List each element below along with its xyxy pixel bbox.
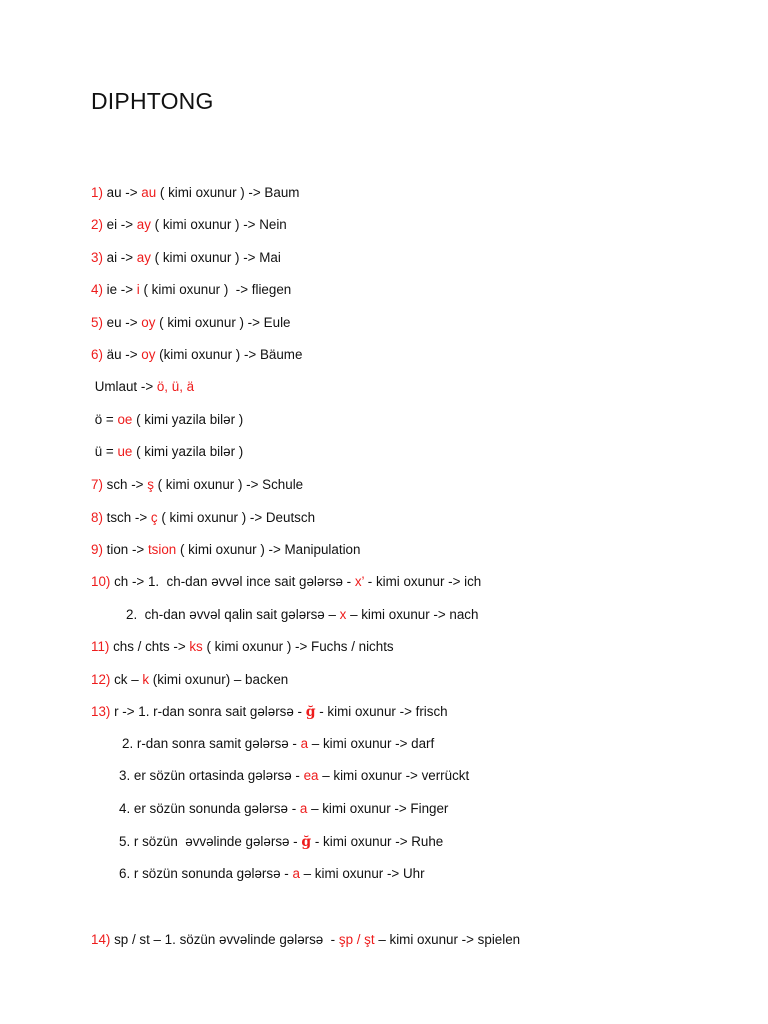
rule-line [91, 410, 243, 430]
line-text: – kimi oxunur -> verrückt [318, 768, 470, 783]
line-text: r -> 1. r-dan sonra sait gələrsə - [110, 704, 306, 719]
line-text: ( kimi oxunur ) -> Deutsch [157, 510, 316, 525]
highlight-text: 1) [91, 185, 103, 200]
highlight-text: a [300, 736, 309, 751]
rule-line [91, 475, 303, 495]
rule-line [119, 832, 443, 852]
rule-line [91, 540, 360, 560]
line-text: ö = [91, 412, 118, 427]
highlight-text: i [136, 282, 140, 297]
highlight-text: ş [147, 477, 154, 492]
line-text: – kimi oxunur -> Finger [307, 801, 449, 816]
highlight-text: ay [136, 250, 151, 265]
highlight-text: ğ [305, 704, 316, 720]
line-text: ( kimi yazila bilər ) [132, 444, 244, 459]
highlight-text: ea [303, 768, 319, 783]
rule-line [91, 442, 243, 462]
rule-line [91, 670, 288, 690]
line-text: Umlaut -> [91, 379, 157, 394]
line-text: 5. r sözün əvvəlinde gələrsə - [119, 834, 302, 849]
line-text: au -> [102, 185, 142, 200]
rule-line [91, 248, 281, 268]
highlight-text: a [292, 866, 300, 881]
rule-line [122, 734, 434, 754]
line-text: sp / st – 1. sözün əvvəlinde gələrsə - [110, 932, 339, 947]
line-text: 2. r-dan sonra samit gələrsə - [122, 736, 301, 751]
line-text: ai -> [102, 250, 137, 265]
page-title: DIPHTONG [91, 88, 214, 114]
line-text: ( kimi oxunur ) -> fliegen [139, 282, 292, 297]
line-text: ei -> [102, 217, 137, 232]
line-text: ie -> [102, 282, 137, 297]
highlight-text: a [299, 801, 308, 816]
rule-line [91, 183, 299, 203]
rule-line [126, 605, 478, 625]
line-text: - kimi oxunur -> ich [364, 574, 482, 589]
line-text: 6. r sözün sonunda gələrsə - [119, 866, 293, 881]
highlight-text: 5) [91, 315, 103, 330]
line-text: eu -> [102, 315, 142, 330]
line-text: tsch -> [102, 510, 151, 525]
highlight-text: ğ [301, 834, 312, 850]
rule-line [91, 377, 194, 397]
line-text: ( kimi oxunur ) -> Schule [153, 477, 304, 492]
line-text: ( kimi oxunur ) -> Manipulation [176, 542, 361, 557]
highlight-text: 11) [91, 639, 110, 654]
line-text: - kimi oxunur -> Ruhe [311, 834, 444, 849]
line-text: sch -> [102, 477, 148, 492]
line-text: - kimi oxunur -> frisch [315, 704, 448, 719]
rule-line [119, 766, 469, 786]
line-text: ü = [91, 444, 118, 459]
highlight-text: ç [150, 510, 158, 525]
highlight-text: oy [141, 315, 156, 330]
rule-line [91, 280, 291, 300]
highlight-text: oe [117, 412, 133, 427]
rule-line [91, 313, 291, 333]
highlight-text: oy [141, 347, 156, 362]
highlight-text: şp / şt [338, 932, 375, 947]
rule-line [91, 572, 481, 592]
line-text: (kimi oxunur ) -> Bäume [155, 347, 303, 362]
line-text: 3. er sözün ortasinda gələrsə - [119, 768, 304, 783]
highlight-text: x [339, 607, 347, 622]
highlight-text: k [142, 672, 150, 687]
highlight-text: ö, ü, ä [156, 379, 195, 394]
rule-line [91, 637, 394, 657]
line-text: ( kimi oxunur ) -> Eule [155, 315, 291, 330]
highlight-text: au [141, 185, 157, 200]
line-text: (kimi oxunur) – backen [149, 672, 289, 687]
highlight-text: tsion [147, 542, 177, 557]
highlight-text: 14) [91, 932, 111, 947]
line-text: äu -> [102, 347, 142, 362]
highlight-text: ks [189, 639, 203, 654]
rule-line [91, 508, 315, 528]
line-text: ( kimi oxunur ) -> Fuchs / nichts [202, 639, 394, 654]
highlight-text: 7) [91, 477, 103, 492]
line-text: – kimi oxunur -> spielen [374, 932, 521, 947]
highlight-text: 12) [91, 672, 111, 687]
highlight-text: ay [136, 217, 151, 232]
highlight-text: 2) [91, 217, 103, 232]
highlight-text: x’ [354, 574, 365, 589]
highlight-text: 3) [91, 250, 103, 265]
line-text: ( kimi oxunur ) -> Mai [150, 250, 281, 265]
line-text: ck – [110, 672, 143, 687]
highlight-text: 10) [91, 574, 111, 589]
line-text: ( kimi yazila bilər ) [132, 412, 244, 427]
rule-line [91, 930, 520, 950]
highlight-text: 13) [91, 704, 111, 719]
highlight-text: 6) [91, 347, 103, 362]
line-text: ( kimi oxunur ) -> Baum [156, 185, 300, 200]
highlight-text: ue [117, 444, 133, 459]
line-text: ch -> 1. ch-dan əvvəl ince sait gələrsə - [110, 574, 355, 589]
rule-line [91, 702, 448, 722]
highlight-text: 8) [91, 510, 103, 525]
highlight-text: 4) [91, 282, 103, 297]
line-text: – kimi oxunur -> Uhr [299, 866, 425, 881]
line-text: 4. er sözün sonunda gələrsə - [119, 801, 300, 816]
rule-line [91, 215, 287, 235]
highlight-text: 9) [91, 542, 103, 557]
line-text: tion -> [102, 542, 148, 557]
line-text: ( kimi oxunur ) -> Nein [150, 217, 287, 232]
line-text: chs / chts -> [109, 639, 190, 654]
line-text: – kimi oxunur -> darf [308, 736, 435, 751]
line-text: – kimi oxunur -> nach [346, 607, 479, 622]
rule-line [91, 345, 302, 365]
rule-line [119, 864, 425, 884]
rule-line [119, 799, 448, 819]
line-text: 2. ch-dan əvvəl qalin sait gələrsə – [126, 607, 340, 622]
